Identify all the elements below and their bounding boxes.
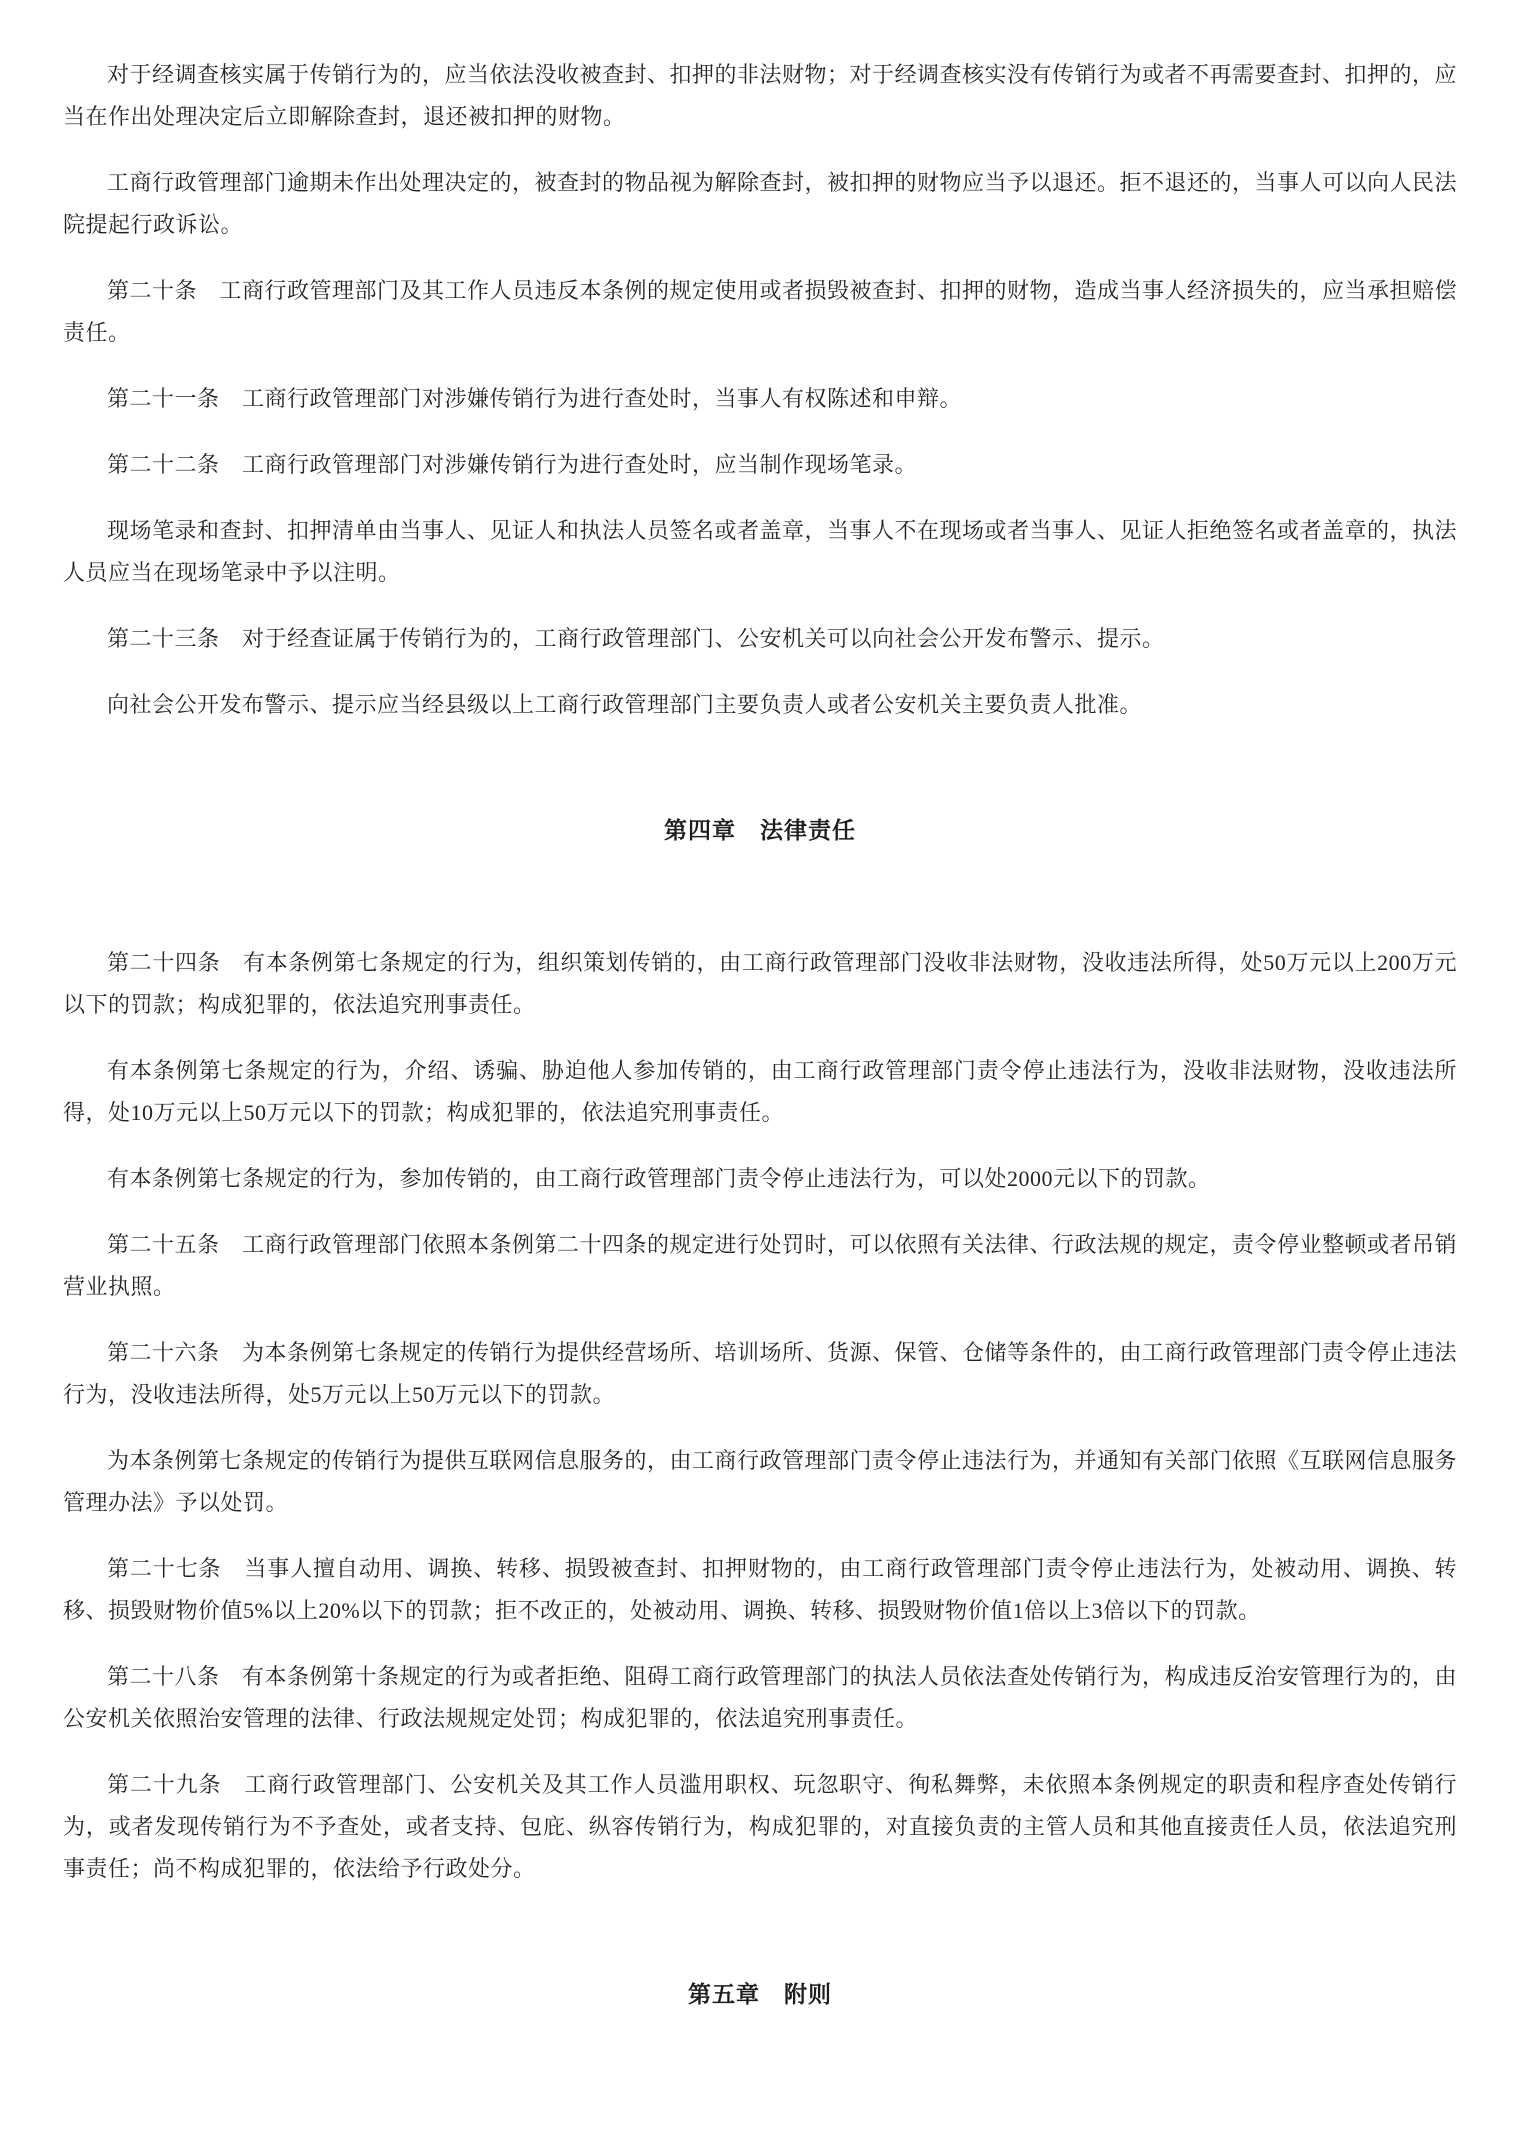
paragraph-article-24: 第二十四条 有本条例第七条规定的行为，组织策划传销的，由工商行政管理部门没收非法财物，没收违法所得，处50万元以上200万元以下的罚款；构成犯罪的，依法追究刑事责任。	[63, 950, 1457, 1017]
paragraph-article-29: 第二十九条 工商行政管理部门、公安机关及其工作人员滥用职权、玩忽职守、徇私舞弊，未依照本条例规定的职责和程序查处传销行为，或者发现传销行为不予查处，或者支持、包庇、纵容传销行为，构成犯罪的，对直接负责的主管人员和其他直接责任人员，依法追究刑事责任；尚不构成犯罪的，依法给予行政处分。	[63, 1772, 1457, 1881]
paragraph-article-22: 第二十二条 工商行政管理部门对涉嫌传销行为进行查处时，应当制作现场笔录。	[107, 452, 918, 477]
paragraph: 对于经调查核实属于传销行为的，应当依法没收被查封、扣押的非法财物；对于经调查核实没有传销行为或者不再需要查封、扣押的，应当在作出处理决定后立即解除查封，退还被扣押的财物。	[63, 62, 1458, 129]
paragraph: 有本条例第七条规定的行为，介绍、诱骗、胁迫他人参加传销的，由工商行政管理部门责令停止违法行为，没收非法财物，没收违法所得，处10万元以上50万元以下的罚款；构成犯罪的，依法追究刑事责任。	[63, 1058, 1457, 1125]
paragraph: 向社会公开发布警示、提示应当经县级以上工商行政管理部门主要负责人或者公安机关主要负责人批准。	[107, 692, 1143, 717]
chapter-heading-4: 第四章 法律责任	[664, 817, 856, 843]
paragraph-article-26: 第二十六条 为本条例第七条规定的传销行为提供经营场所、培训场所、货源、保管、仓储等条件的，由工商行政管理部门责令停止违法行为，没收违法所得，处5万元以上50万元以下的罚款。	[63, 1340, 1458, 1407]
paragraph-article-28: 第二十八条 有本条例第十条规定的行为或者拒绝、阻碍工商行政管理部门的执法人员依法查处传销行为，构成违反治安管理行为的，由公安机关依照治安管理的法律、行政法规规定处罚；构成犯罪的，依法追究刑事责任。	[63, 1664, 1458, 1731]
paragraph: 有本条例第七条规定的行为，参加传销的，由工商行政管理部门责令停止违法行为，可以处2000元以下的罚款。	[107, 1166, 1211, 1191]
paragraph: 工商行政管理部门逾期未作出处理决定的，被查封的物品视为解除查封，被扣押的财物应当予以退还。拒不退还的，当事人可以向人民法院提起行政诉讼。	[63, 170, 1458, 237]
paragraph: 现场笔录和查封、扣押清单由当事人、见证人和执法人员签名或者盖章，当事人不在现场或者当事人、见证人拒绝签名或者盖章的，执法人员应当在现场笔录中予以注明。	[63, 518, 1458, 585]
paragraph-article-21: 第二十一条 工商行政管理部门对涉嫌传销行为进行查处时，当事人有权陈述和申辩。	[107, 386, 963, 411]
chapter-heading-5: 第五章 附则	[688, 1981, 832, 2007]
paragraph-article-27: 第二十七条 当事人擅自动用、调换、转移、损毁被查封、扣押财物的，由工商行政管理部门责令停止违法行为，处被动用、调换、转移、损毁财物价值5%以上20%以下的罚款；拒不改正的，处被动用、调换、转移、损毁财物价值1倍以上3倍以下的罚款。	[63, 1556, 1457, 1623]
paragraph-article-23: 第二十三条 对于经查证属于传销行为的，工商行政管理部门、公安机关可以向社会公开发布警示、提示。	[107, 626, 1165, 651]
paragraph: 为本条例第七条规定的传销行为提供互联网信息服务的，由工商行政管理部门责令停止违法行为，并通知有关部门依照《互联网信息服务管理办法》予以处罚。	[63, 1448, 1458, 1515]
paragraph-article-20: 第二十条 工商行政管理部门及其工作人员违反本条例的规定使用或者损毁被查封、扣押的财物，造成当事人经济损失的，应当承担赔偿责任。	[63, 278, 1458, 345]
paragraph-article-25: 第二十五条 工商行政管理部门依照本条例第二十四条的规定进行处罚时，可以依照有关法律、行政法规的规定，责令停业整顿或者吊销营业执照。	[63, 1232, 1458, 1299]
